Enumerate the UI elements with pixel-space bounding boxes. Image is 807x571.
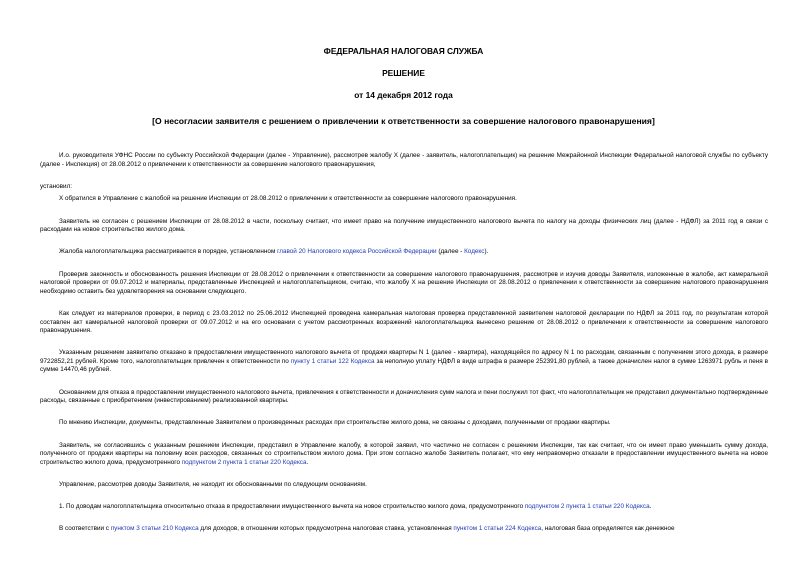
paragraph-procedure: [40, 248, 768, 257]
text: В соответствии с: [59, 525, 111, 533]
paragraph-inspection-opinion: По мнению Инспекции, документы, представленные Заявителем о произведенных расходах при строительстве жилого дома, не связаны с доходами, полученными от продажи квартиры.: [59, 419, 611, 427]
link-chapter-20-tax-code[interactable]: главой 20 Налогового кодекса Российской Федерации: [277, 248, 437, 256]
paragraph-point-1: [40, 503, 768, 512]
paragraph-conclusion: Управление, рассмотрев доводы Заявителя, не находит их обоснованными по следующим основаниям.: [59, 481, 367, 488]
paragraph-refusal: [40, 349, 768, 375]
link-article-122[interactable]: пункту 1 статьи 122 Кодекса: [290, 357, 375, 365]
text: Указанным решением заявителю отказано в предоставлении имущественного налогового вычета от продажи квартиры N 1 (далее - квартира), находящейся по адресу N 1 по расходам, связанным с получением этого дохода, в размере 9722852,21 рублей. Кроме того, налогоплательщик привлечен к ответственности по: [40, 349, 768, 365]
text: , налоговая база определяется как денежное: [541, 525, 675, 533]
paragraph-complaint-filed: X обратился в Управление с жалобой на решение Инспекции от 28.08.2012 о привлечении к ответственности за совершение налогового правонарушения.: [59, 195, 517, 203]
paragraph-applicant-position: [40, 442, 768, 468]
paragraph-tax-base: [40, 525, 768, 534]
document-body: [40, 152, 768, 548]
paragraph-disagreement: Заявитель не согласен с решением Инспекции от 28.08.2012 в части, поскольку считает, что имеет право на получение имущественного налогового вычета по налогу на доходы физических лиц (далее - НДФЛ) за 2011 год в связи с расходами на новое строительство жилого дома.: [40, 217, 768, 234]
text: за неполную уплату НДФЛ в виде штрафа в размере 252391,80 рублей, а также доначислен налог в сумме 1263971 рубль и пеня в сумме 14470,46 рублей.: [40, 357, 768, 374]
document-subject: [О несогласии заявителя с решением о привлечении к ответственности за совершение налогового правонарушения]: [152, 116, 655, 126]
paragraph-grounds: Основанием для отказа в предоставлении имущественного налогового вычета, привлечения к ответственности и доначисления сумм налога и пени послужил тот факт, что налогоплательщик не представил документально подтвержденные расходы, связанные с приобретением (инвестированием) реализованной квартиры.: [40, 388, 769, 405]
paragraph-review: Проверив законность и обоснованность решения Инспекции от 28.08.2012 о привлечении к ответственности за совершение налогового правонарушения, рассмотрев и изучив доводы Заявителя, изложенные в жалобе, акт камеральной налоговой проверки от 09.07.2012 и материалы, представленные Инспекцией и налогоплательщиком, считаю, что жалобу X на решение Инспекции от 28.08.2012 о привлечении к ответственности за совершение налогового правонарушения необходимо оставить без удовлетворения на основании следующего.: [40, 270, 768, 295]
text: Заявитель, не согласившись с указанным решением Инспекции, представил в Управление жалобу, в которой заявил, что частично не согласен с решением Инспекции, так как считает, что он имеет право уменьшить сумму дохода, полученного от продажи квартиры на половину всех расходов, связанных со строительством жилого дома. При этом согласно жалобе Заявитель полагает, что ему неправомерно отказали в предоставлении имущественного вычета на новое строительство жилого дома, предусмотренного: [40, 441, 768, 466]
agency-title: ФЕДЕРАЛЬНАЯ НАЛОГОВАЯ СЛУЖБА: [323, 46, 484, 56]
paragraph-audit: Как следует из материалов проверки, в период с 23.03.2012 по 25.06.2012 Инспекцией проведена камеральная налоговая проверка представленной заявителем налоговой декларации по НДФЛ за 2011 год, по результатам которой составлен акт камеральной налоговой проверки от 09.07.2012 и на его основании с учетом рассмотренных возражений налогоплательщика вынесено решение от 28.08.2012 о привлечении к ответственности за совершение налогового правонарушения.: [40, 309, 768, 335]
text: (далее -: [436, 248, 465, 256]
document-type: РЕШЕНИЕ: [382, 68, 425, 78]
link-article-220[interactable]: подпунктом 2 пункта 1 статьи 220 Кодекса: [181, 458, 307, 466]
paragraph-established: установил:: [40, 182, 73, 190]
text: Жалоба налогоплательщика рассматривается в порядке, установленном: [59, 248, 278, 256]
document-date: от 14 декабря 2012 года: [354, 90, 453, 100]
text: 1. По доводам налогоплательщика относительно отказа в предоставлении имущественного вычета на новое строительство жилого дома, предусмотренного: [59, 503, 525, 511]
link-article-220[interactable]: подпунктом 2 пункта 1 статьи 220 Кодекса: [524, 503, 650, 511]
link-article-210[interactable]: пунктом 3 статьи 210 Кодекса: [110, 525, 199, 533]
text: для доходов, в отношении которых предусмотрена налоговая ставка, установленная: [198, 525, 454, 533]
link-tax-code[interactable]: Кодекс: [464, 248, 485, 256]
text: .: [649, 503, 652, 511]
text: ).: [484, 248, 489, 256]
text: .: [306, 458, 309, 466]
paragraph-intro: И.о. руководителя УФНС России по субъекту Российской Федерации (далее - Управление), рассмотрев жалобу X (далее - заявитель, налогоплательщик) на решение Межрайонной Инспекции Федеральной налоговой службы по субъекту (далее - Инспекция) от 28.08.2012 о привлечении к ответственности за совершение налогового правонарушения,: [40, 152, 768, 168]
link-article-224[interactable]: пунктом 1 статьи 224 Кодекса: [453, 525, 542, 533]
